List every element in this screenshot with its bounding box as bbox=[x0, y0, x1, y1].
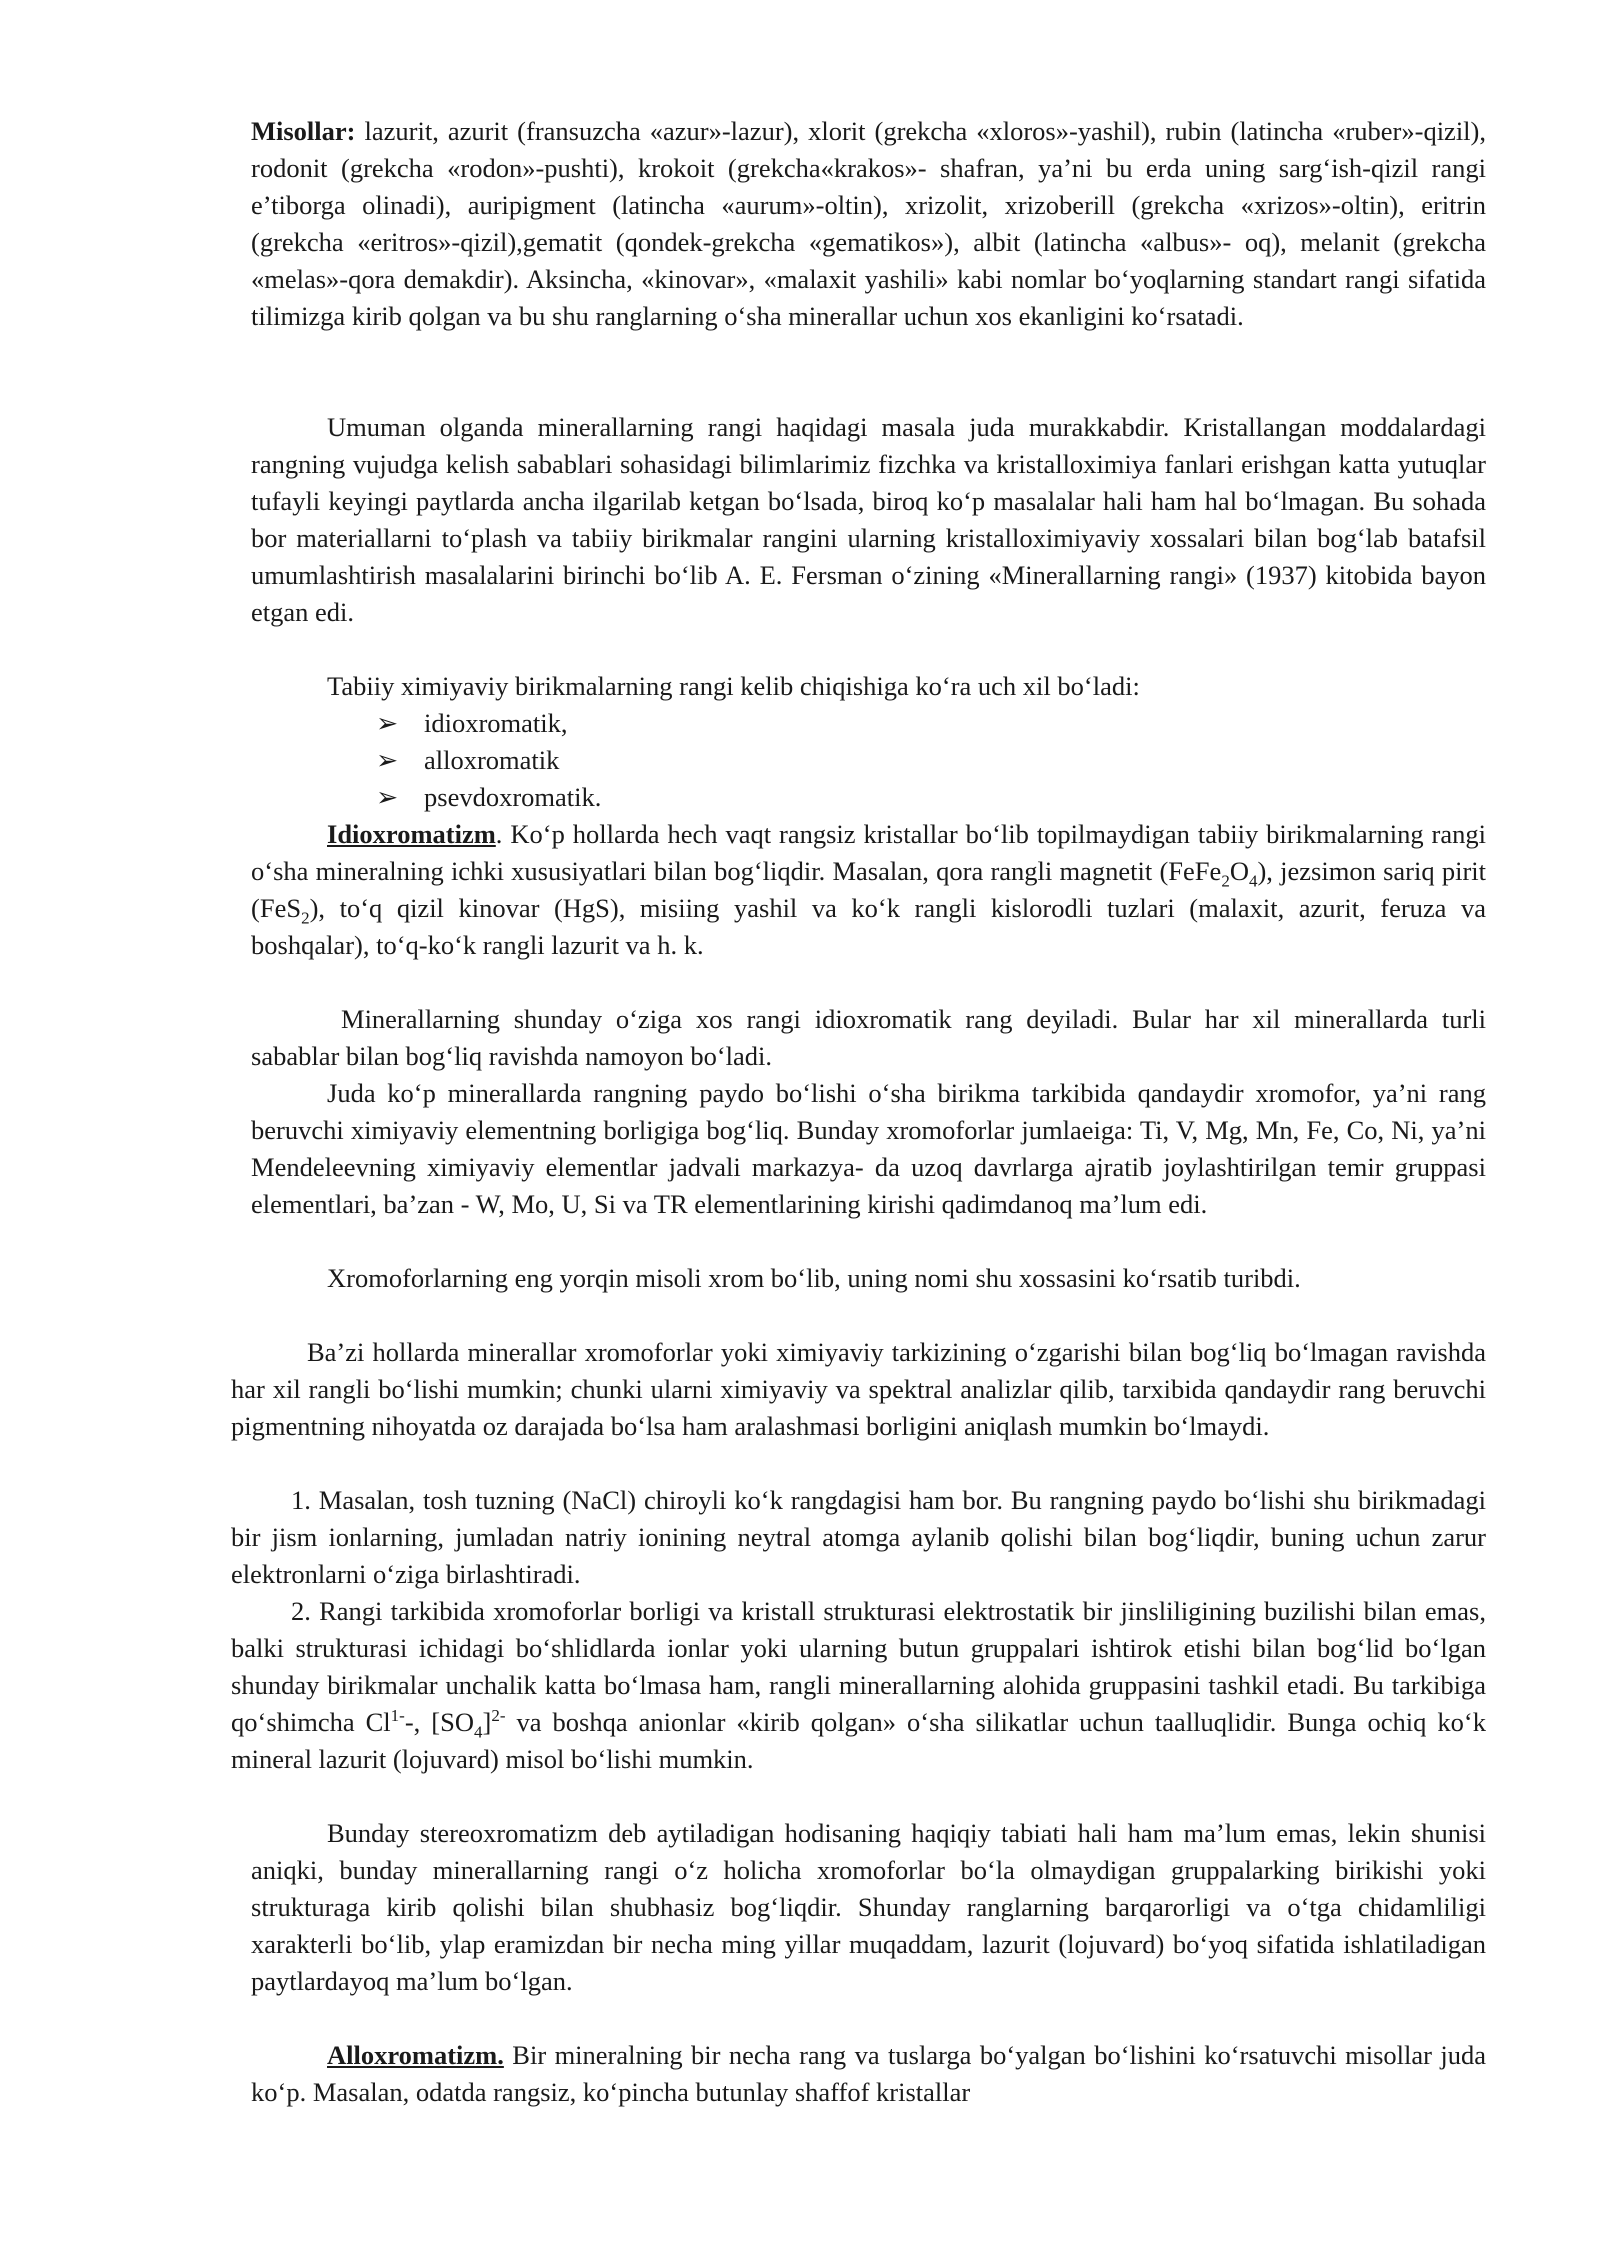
arrow-bullet-icon: ➢ bbox=[376, 782, 399, 812]
paragraph-stereochromatism: Bunday stereoxromatizm deb aytiladigan hodisaning haqiqiy tabiati hali ham ma’lum emas, lekin shunisi aniqki, bunday minerallarning rangi o‘z holicha xromoforlar bo‘la olmaydigan gruppalarking birikishi yoki strukturaga kirib qolishi bilan shubhasiz bog‘liqdir. Shunday ranglarning barqarorligi va o‘tga chidamliligi xarakterli bo‘lib, ylap eramizdan bir necha ming yillar muqaddam, lazurit (lojuvard) bo‘yoq sifatida ishlatiladigan paytlardayoq ma’lum bo‘lgan. bbox=[251, 1818, 1486, 1996]
item-number: 2. bbox=[291, 1596, 311, 1626]
paragraph-pigment: Ba’zi hollarda minerallar xromoforlar yoki ximiyaviy tarkizining o‘zgarishi bilan bog‘liq bo‘lmagan ravishda har xil rangli bo‘lishi mumkin; chunki ularni ximiyaviy va spektral analizlar qilib, tarxibida qandaydir rang beruvchi pigmentning nihoyatda oz darajada bo‘lsa ham aralashmasi borligini aniqlash mumkin bo‘lmaydi. bbox=[231, 1337, 1486, 1441]
arrow-bullet-icon: ➢ bbox=[376, 708, 399, 738]
color-types-list bbox=[376, 705, 601, 816]
paragraph-three-types: Tabiiy ximiyaviy birikmalarning rangi kelib chiqishiga ko‘ra uch xil bo‘ladi: bbox=[327, 671, 1140, 701]
paragraph-color-problem: Umuman olganda minerallarning rangi haqidagi masala juda murakkabdir. Kristallangan moddalardagi rangning vujudga kelish sabablari sohasidagi bilimlarimiz fizchka va kristalloximiya fanlari erishgan katta yutuqlar tufayli keyingi paytlarda ancha ilgarilab ketgan bo‘lsada, biroq ko‘p masalalar hali ham hal bo‘lmagan. Bu sohada bor materiallarni to‘plash va tabiiy birikmalar rangini ularning kristalloximiyaviy xossalari bilan bog‘lab batafsil umumlashtirish masalalarini birinchi bo‘lib A. E. Fersman o‘zining «Minerallarning rangi» (1937) kitobida bayon etgan edi. bbox=[251, 412, 1486, 627]
list-item: ➢ idioxromatik, bbox=[376, 705, 601, 742]
paragraph-item-1: 1. Masalan, tosh tuzning (NaCl) chiroyli ko‘k rangdagisi ham bor. Bu rangning paydo bo‘lishi shu birikmadagi bir jism ionlarning, jumladan natriy ionining neytral atomga aylanib qolishi bilan bog‘liqdir, buning uchun zarur elektronlarni o‘ziga birlashtiradi. bbox=[231, 1485, 1487, 1589]
paragraph-idiochromatism: Idioxromatizm. Ko‘p hollarda hech vaqt rangsiz kristallar bo‘lib topilmaydigan tabiiy birikmalarning rangi o‘sha mineralning ichki xususiyatlari bilan bog‘liqdir. Masalan, qora rangli magnetit $(FeFe_2O_4)$, jezsimon sariq pirit (FeS$_2$), to‘q qizil kinovar (HgS), misiing yashil va ko‘k rangli kislorodli tuzlari (malaxit, azurit, feruza va boshqalar), to‘q-ko‘k rangli lazurit va h. k. bbox=[251, 819, 1486, 960]
paragraph-chromium: Xromoforlarning eng yorqin misoli xrom bo‘lib, uning nomi shu xossasini ko‘rsatib turibdi. bbox=[327, 1263, 1301, 1293]
allochromatism-heading: Alloxromatizm. bbox=[327, 2040, 504, 2070]
list-item: ➢ alloxromatik bbox=[376, 742, 601, 779]
item-number: 1. bbox=[291, 1485, 311, 1515]
idiochromatism-heading: Idioxromatizm bbox=[327, 819, 496, 849]
arrow-bullet-icon: ➢ bbox=[376, 745, 399, 775]
paragraph-allochromatism: Alloxromatizm. Bir mineralning bir necha rang va tuslarga bo‘yalgan bo‘lishini ko‘rsatuvchi misollar juda ko‘p. Masalan, odatda rangsiz, ko‘pincha butunlay shaffof kristallar bbox=[251, 2040, 1486, 2107]
paragraph-idiochromatic-color: Minerallarning shunday o‘ziga xos rangi idioxromatik rang deyiladi. Bular har xil minerallarda turli sabablar bilan bog‘liq ravishda namoyon bo‘ladi. bbox=[251, 1004, 1486, 1071]
examples-text: lazurit, azurit (fransuzcha «azur»-lazur), xlorit (grekcha «xloros»-yashil), rubin (latincha «ruber»-qizil), rodonit (grekcha «rodon»-pushti), krokoit (grekcha«krakos»- shafran, ya’ni bu erda uning sarg‘ish-qizil rangi e’tiborga olinadi), auripigment (latincha «aurum»-oltin), xrizolit, xrizoberill (grekcha «xrizos»-oltin), eritrin (grekcha «eritros»-qizil),gematit (qondek-grekcha «gematikos»), albit (latincha «albus»- oq), melanit (grekcha «melas»-qora demakdir). Aksincha, «kinovar», «malaxit yashili» kabi nomlar bo‘yoqlarning standart rangi sifatida tilimizga kirib qolgan va bu shu ranglarning o‘sha minerallar uchun xos ekanligini ko‘rsatadi. bbox=[251, 116, 1486, 331]
examples-lead: Misollar: bbox=[251, 116, 356, 146]
paragraph-chromophores: Juda ko‘p minerallarda rangning paydo bo‘lishi o‘sha birikma tarkibida qandaydir xromofor, ya’ni rang beruvchi ximiyaviy elementning borligiga bog‘liq. Bunday xromoforlar jumlaeiga: Ti, V, Mg, Mn, Fe, Co, Ni, ya’ni Mendeleevning ximiyaviy elementlar jadvali markazya- da uzoq davrlarga ajratib joylashtirilgan temir gruppasi elementlari, ba’zan - W, Mo, U, Si va TR elementlarining kirishi qadimdanoq ma’lum edi. bbox=[251, 1078, 1486, 1219]
paragraph-item-2: 2. Rangi tarkibida xromoforlar borligi va kristall strukturasi elektrostatik bir jinsliligining buzilishi bilan emas, balki strukturasi ichidagi bo‘shlidlarda ionlar yoki ularning butun gruppalari ishtirok etishi bilan bog‘lid bo‘lgan shunday birikmalar unchalik katta bo‘lmasa ham, rangli minerallarning alohida gruppasini tashkil etadi. Bu tarkibiga qo‘shimcha $Cl^{1-}-$, $[SO_4]^{2-}$ va boshqa anionlar «kirib qolgan» o‘sha silikatlar uchun taalluqlidir. Bunga ochiq ko‘k mineral lazurit (lojuvard) misol bo‘lishi mumkin. bbox=[231, 1596, 1486, 1774]
list-item: ➢ psevdoxromatik. bbox=[376, 779, 601, 816]
paragraph-examples bbox=[251, 113, 1486, 335]
